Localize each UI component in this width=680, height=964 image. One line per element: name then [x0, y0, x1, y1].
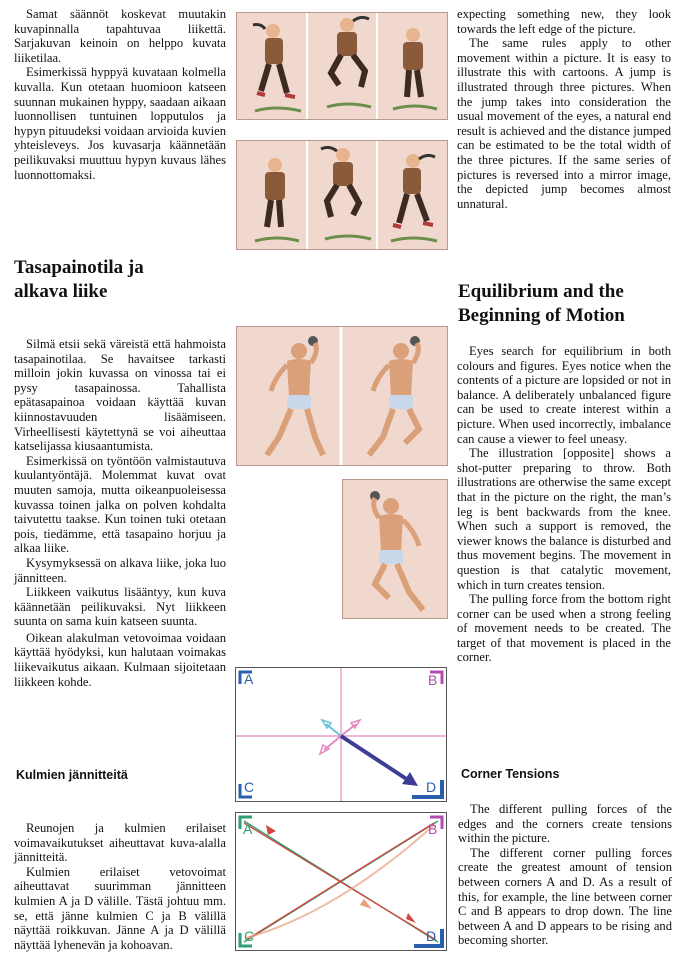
- jumper-figure: [327, 17, 371, 107]
- en-corner-p2: The different corner pulling forces create the greatest amount of tension between corners A and D. As a result of this, for example, the line between corner C and B appears to drop down. The line between A and D appears to be rising and becoming shorter.: [458, 845, 672, 948]
- shot-putter-mirrored: [342, 479, 448, 619]
- corner-force-diagram: [235, 667, 447, 802]
- shot-putter-figures: [237, 327, 447, 465]
- fi-balance-p3: Kysymyksessä on alkava liike, joka luo jännitteen.: [14, 555, 226, 585]
- fi-heading-balance: [14, 256, 226, 304]
- en-corner-text: [458, 802, 672, 948]
- jump-figures-mirrored: [237, 141, 447, 249]
- shot-putter-pair: [236, 326, 448, 466]
- corner-tension-svg: [236, 813, 446, 950]
- fi-corner-text: [14, 821, 226, 952]
- fi-heading-balance-line1: Tasapainotila ja: [14, 257, 144, 278]
- en-balance-p3: The pulling force from the bottom right corner can be used when a strong feeling of movement needs to be created. The target of that movement is placed in the corner.: [457, 592, 671, 665]
- fi-balance-p4: Liikkeen vaikutus lisääntyy, kun kuva käännetään peilikuvaksi. Nyt liikkeen suunta on sama kuin katseen suunta.: [14, 585, 226, 629]
- corner-force-svg: [236, 668, 446, 801]
- label-d: D: [426, 779, 437, 795]
- fi-balance-p2: Esimerkissä on työntöön valmistautuva kuulantyöntäjä. Molemmat kuvat ovat muuten samoja, mutta oikeanpuoleisessa kuvassa toinen jalka on polven kohdalta taivutettu taakse. Kun toinen tuki otetaan pois, tiedämme, että tasapaino horjuu ja alkaa liike.: [14, 453, 226, 556]
- fi-corner-p1: Reunojen ja kulmien erilaiset voimavaikutukset aiheuttavat kuva-alalla jännitteitä.: [14, 821, 226, 865]
- fi-heading-balance-line2: alkava liike: [14, 281, 108, 302]
- en-intro: [457, 7, 671, 211]
- label-a: A: [243, 821, 253, 837]
- en-intro-p1: expecting something new, they look towards the left edge of the picture.: [457, 7, 671, 36]
- fi-intro-p2: Esimerkissä hyppyä kuvataan kolmella kuvalla. Kun otetaan huomioon katseen suunnan mukainen hyppy, saadaan aikaan luonnollisen tuntuinen lopputulos ja hypyn pituudeksi voidaan arvioida kuvien yhteisleveys. Jos kuvasarja käännetään peilikuvaksi muuttuu hypyn kuvaus lähes luonnottomaksi.: [14, 65, 226, 182]
- fi-heading-corners: Kulmien jännitteitä: [16, 768, 128, 782]
- jump-illustration-top: [236, 12, 448, 120]
- en-heading-balance-line1: Equilibrium and the: [458, 281, 624, 302]
- jumper-figure: [391, 154, 437, 241]
- label-c: C: [244, 779, 255, 795]
- jumper-figure: [253, 24, 301, 111]
- fi-balance-text: [14, 337, 226, 689]
- shot-putter-figure: [369, 336, 420, 455]
- en-balance-text: [457, 344, 671, 665]
- label-d: D: [426, 928, 437, 944]
- label-a: A: [244, 671, 254, 687]
- jump-figures-top: [237, 13, 447, 119]
- label-c: C: [244, 928, 255, 944]
- fi-intro: [14, 7, 226, 182]
- fi-corner-p2: Kulmien erilaiset vetovoimat aiheuttavat suurimman jännitteen kulmien A ja D välille. Tästä johtuu mm. se, että jänne kulmien C ja B välillä näyttää roikkuvan. Jänne A ja D välillä näyttää lyhenevän ja kohoavan.: [14, 864, 226, 952]
- en-heading-corners: Corner Tensions: [461, 767, 560, 781]
- en-corner-p1: The different pulling forces of the edges and the corners create tensions within the picture.: [458, 802, 672, 846]
- shot-putter-mirrored-figure: [343, 480, 447, 618]
- jumper-figure: [393, 28, 437, 109]
- corner-tension-diagram: [235, 812, 447, 951]
- shot-putter-figure: [267, 336, 323, 455]
- fi-balance-p5: Oikean alakulman vetovoimaa voidaan käyttää hyödyksi, kun halutaan voimakas liikevaikutus aikaan. Kulmaan sijoitetaan liikkeen kohde.: [14, 630, 226, 689]
- en-intro-p2: The same rules apply to other movement within a picture. It is easy to illustrate this with cartoons. A jump is illustrated through three pictures. When the jump takes into consideration the usual movement of the eyes, a natural end result is achieved and the distance jumped can be estimated to be the total width of the three pictures. If the same series of pictures is reversed into a mirror image, the depicted jump becomes almost unnatural.: [457, 36, 671, 211]
- en-balance-p2: The illustration [opposite] shows a shot-putter preparing to throw. Both illustrations are otherwise the same except that in the picture on the right, the man’s leg is bent backwards from the knee. When such a support is removed, the viewer knows the balance is disturbed and thus movement begins. The movement in question is that catalytic movement, which in turn creates tension.: [457, 446, 671, 592]
- label-b: B: [428, 672, 438, 688]
- jump-illustration-mirrored: [236, 140, 448, 250]
- jumper-figure: [321, 147, 371, 239]
- label-b: B: [428, 821, 438, 837]
- fi-balance-p1: Silmä etsii sekä väreistä että hahmoista tasapainotilaa. Se havaitsee tarkasti milloin jokin kuvassa on vinossa tai ei pysy tasapainossa. Tahallista epätasapainoa voidaan käyttää kuvan kiinnostavuuden lisäämiseen. Virheellisesti käytettynä se voi aiheuttaa katselijassa kiusaantumista.: [14, 337, 226, 454]
- jumper-figure: [255, 158, 299, 241]
- en-heading-balance: [458, 280, 672, 328]
- fi-intro-p1: Samat säännöt koskevat muutakin kuvapinnalla tapahtuvaa liikettä. Sarjakuvan keinoin on helppo kuvata liiketilaa.: [14, 7, 226, 65]
- en-balance-p1: Eyes search for equilibrium in both colours and figures. Eyes notice when the contents of a picture are lopsided or not in balance. A deliberately unbalanced figure can be used to create interest within a picture. When used incorrectly, imbalance can cause a viewer to feel uneasy.: [457, 344, 671, 446]
- en-heading-balance-line2: Beginning of Motion: [458, 305, 625, 326]
